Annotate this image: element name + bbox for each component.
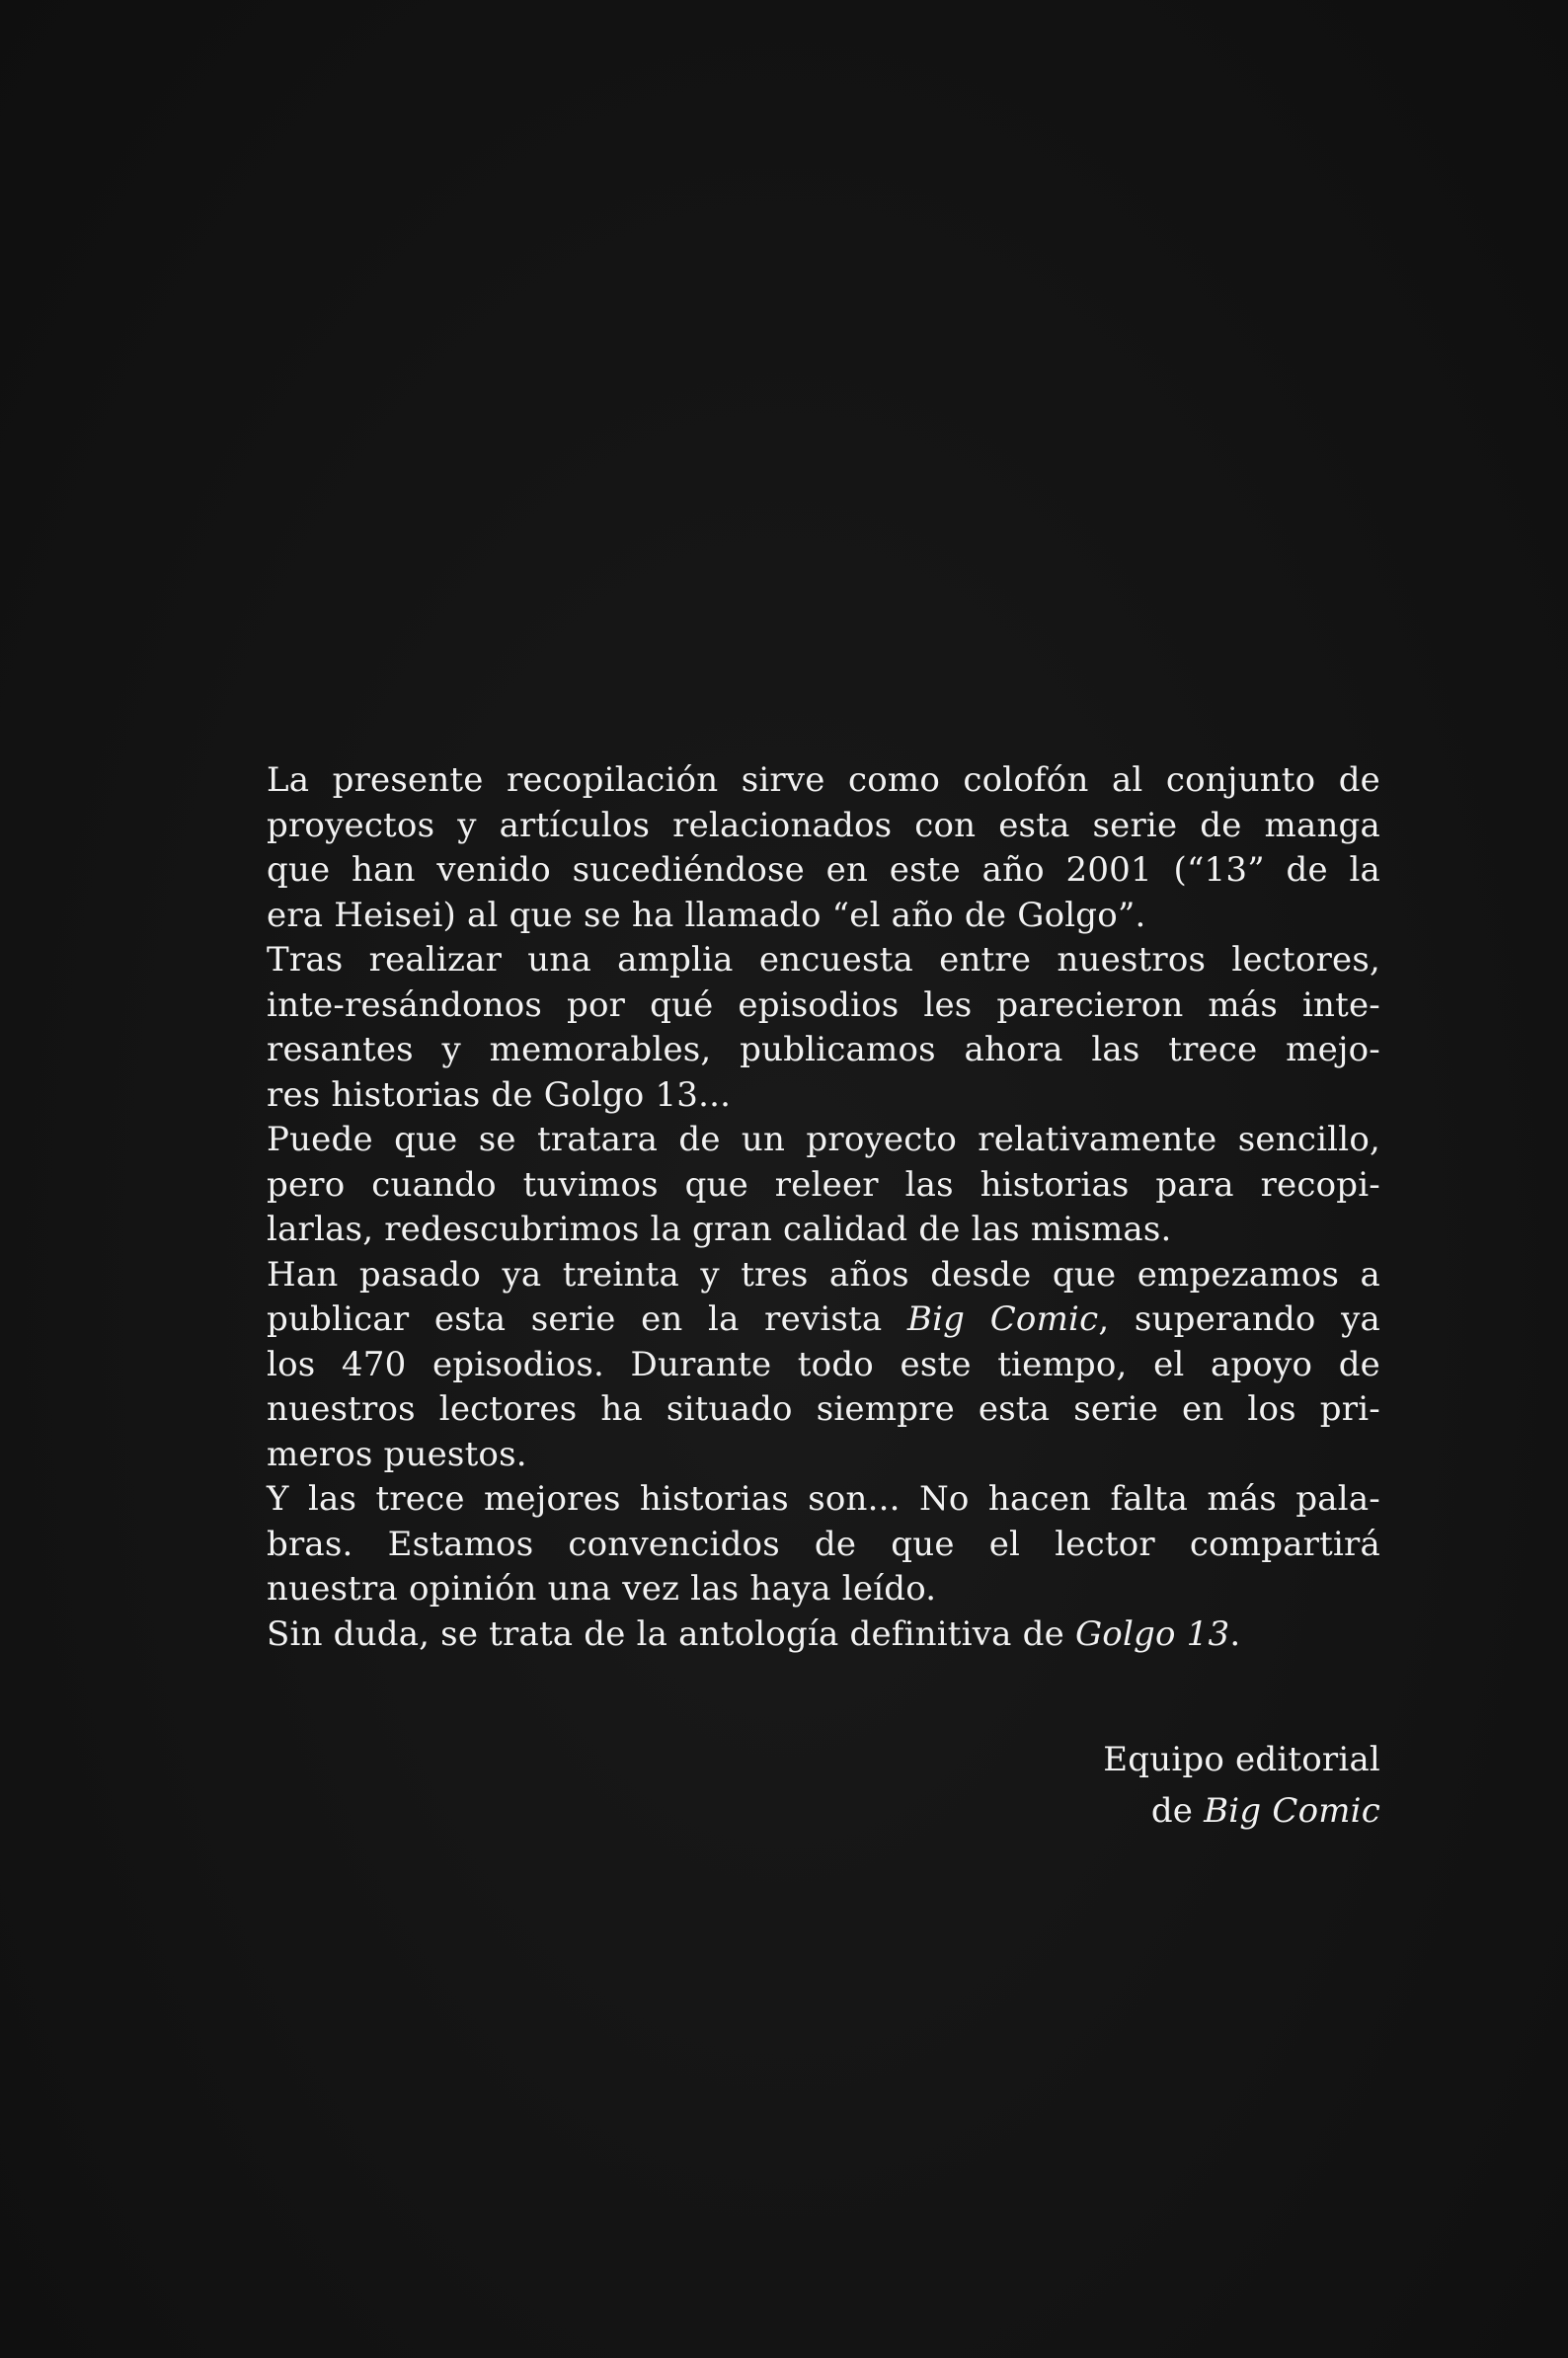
paragraph-2-line-3: resantes y memorables, publicamos ahora las trece mejo- [267,1030,1380,1069]
paragraph-2-line-1: Tras realizar una amplia encuesta entre nuestros lectores, [267,940,1380,980]
paragraph-5-line-2: bras. Estamos convencidos de que el lector compartirá [267,1524,1380,1564]
paragraph-1-line-2: proyectos y artículos relacionados con esta serie de manga [267,805,1380,845]
signature-line-2 [1103,1785,1380,1837]
signature-prefix: de [1150,1791,1205,1831]
magazine-title: Big Comic [906,1299,1099,1339]
paragraph-3-line-1: Puede que se tratara de un proyecto relativamente sencillo, [267,1120,1380,1159]
series-title: Golgo 13 [1074,1613,1230,1654]
paragraph-6-start: Sin duda, se trata de la antología definitiva de [267,1613,1075,1654]
paragraph-4-line-5: meros puestos. [267,1434,527,1474]
paragraph-3-line-3: larlas, redescubrimos la gran calidad de las mismas. [267,1210,1172,1249]
paragraph-2-line-2: inte-resándonos por qué episodios les parecieron más inte- [267,984,1380,1025]
paragraph-5-line-3: nuestra opinión una vez las haya leído. [267,1569,937,1609]
paragraph-3-line-2: pero cuando tuvimos que releer las historias para recopi- [267,1164,1380,1205]
paragraph-6-line-1 [267,1612,1380,1658]
paragraph-4-line-1: Han pasado ya treinta y tres años desde que empezamos a [267,1254,1380,1295]
signature-magazine: Big Comic [1204,1791,1380,1831]
paragraph-5-line-1: Y las trece mejores historias son... No hacen falta más pala- [267,1479,1380,1519]
paragraph-1-line-1: La presente recopilación sirve como colofón al conjunto de [267,760,1380,800]
paragraph-4-line-2 [267,1297,1380,1343]
paragraph-2-line-4: res historias de Golgo 13... [267,1074,732,1115]
paragraph-4-line-2-start: publicar esta serie en la revista [267,1299,907,1339]
paragraph-4-line-4: nuestros lectores ha situado siempre esta serie en los pri- [267,1389,1380,1429]
paragraph-1-line-3: que han venido sucediéndose en este año 2001 (“13” de la [267,850,1380,890]
signature [1103,1734,1380,1837]
paragraph-4-line-2-end: , superando ya [1098,1299,1381,1339]
body-text [267,758,1380,1657]
paragraph-1-line-4: era Heisei) al que se ha llamado “el año de Golgo”. [267,895,1146,935]
paragraph-6-end: . [1229,1613,1241,1654]
signature-line-1: Equipo editorial [1103,1740,1380,1779]
paragraph-4-line-3: los 470 episodios. Durante todo este tiempo, el apoyo de [267,1344,1380,1384]
